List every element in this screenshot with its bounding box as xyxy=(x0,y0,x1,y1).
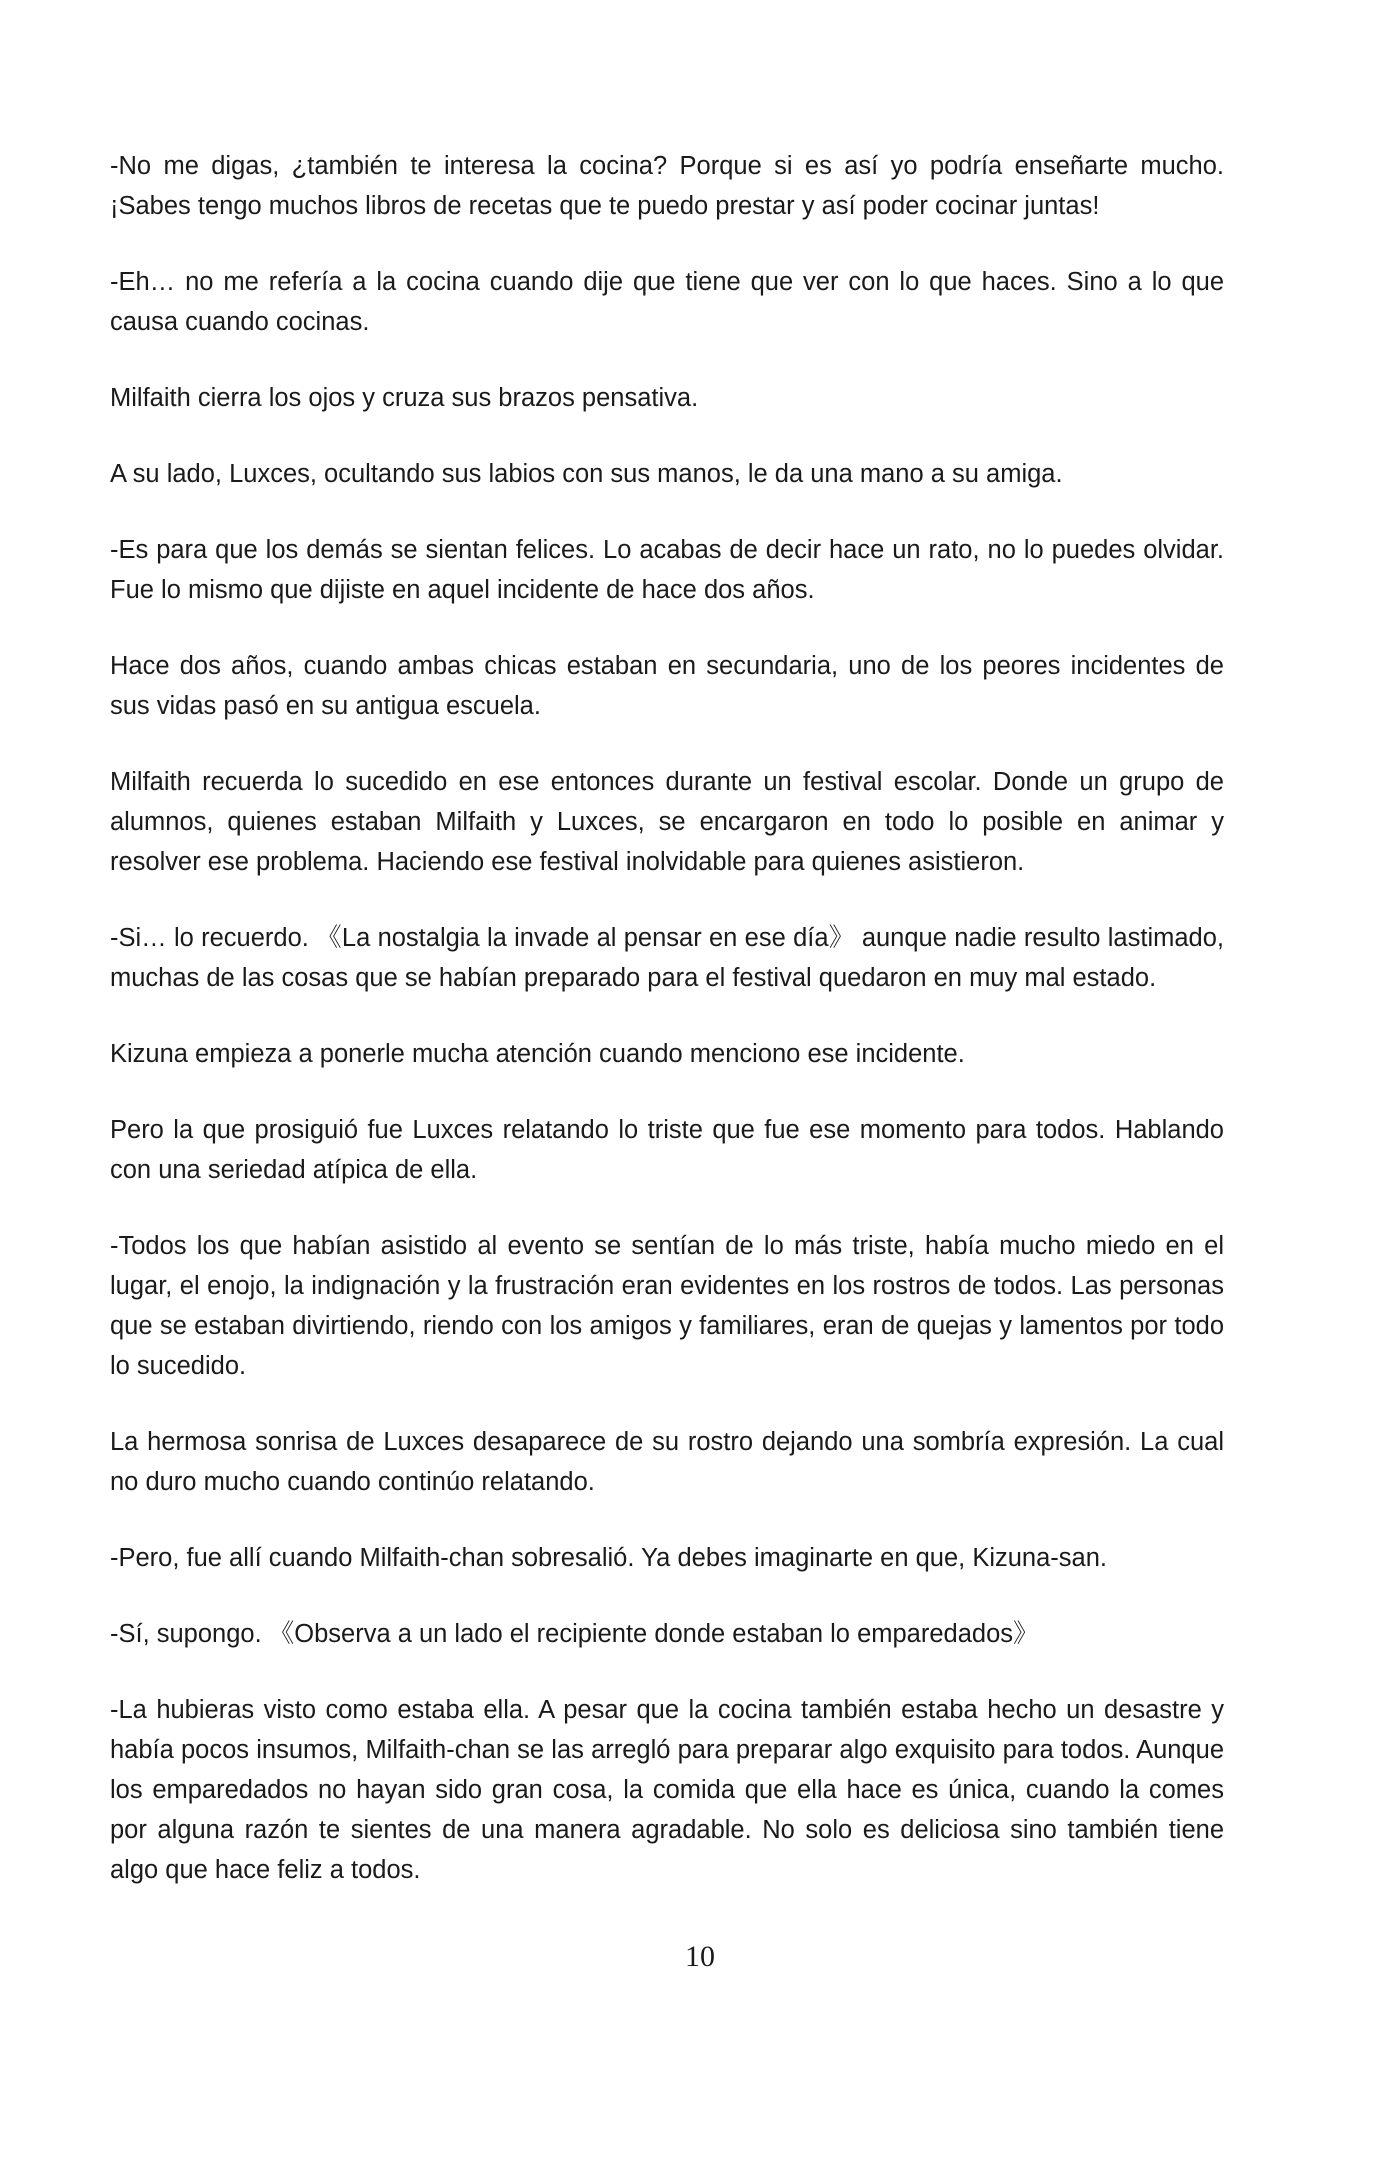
paragraph: -Todos los que habían asistido al evento se sentían de lo más triste, había mucho miedo en el lugar, el enojo, la indignación y la frustración eran evidentes en los rostros de todos. Las personas que se estaban divirtiendo, riendo con los amigos y familiares, eran de quejas y lamentos por todo lo sucedido. xyxy=(110,1232,1224,1380)
paragraph: Hace dos años, cuando ambas chicas estaban en secundaria, uno de los peores incidentes de sus vidas pasó en su antigua escuela. xyxy=(110,652,1224,720)
paragraph: La hermosa sonrisa de Luxces desaparece de su rostro dejando una sombría expresión. La cual no duro mucho cuando continúo relatando. xyxy=(110,1428,1224,1496)
paragraph: -Es para que los demás se sientan felices. Lo acabas de decir hace un rato, no lo puedes olvidar. Fue lo mismo que dijiste en aquel incidente de hace dos años. xyxy=(110,536,1224,604)
paragraph: -Pero, fue allí cuando Milfaith-chan sobresalió. Ya debes imaginarte en que, Kizuna-san. xyxy=(110,1544,1107,1572)
paragraph: Milfaith cierra los ojos y cruza sus brazos pensativa. xyxy=(110,384,699,412)
paragraph: Kizuna empieza a ponerle mucha atención cuando menciono ese incidente. xyxy=(110,1040,965,1068)
paragraph: Pero la que prosiguió fue Luxces relatando lo triste que fue ese momento para todos. Hablando con una seriedad atípica de ella. xyxy=(110,1116,1224,1184)
paragraph: -La hubieras visto como estaba ella. A pesar que la cocina también estaba hecho un desastre y había pocos insumos, Milfaith-chan se las arregló para preparar algo exquisito para todos. Aunque los emparedados no hayan sido gran cosa, la comida que ella hace es única, cuando la comes por alguna razón te sientes de una manera agradable. No solo es deliciosa sino también tiene algo que hace feliz a todos. xyxy=(110,1696,1224,1884)
paragraph: -Sí, supongo. 《Observa a un lado el recipiente donde estaban lo emparedados》 xyxy=(110,1620,1039,1648)
paragraph: -Si… lo recuerdo. 《La nostalgia la invade al pensar en ese día》 aunque nadie resulto lastimado, muchas de las cosas que se habían preparado para el festival quedaron en muy mal estado. xyxy=(110,924,1224,992)
paragraph: -Eh… no me refería a la cocina cuando dije que tiene que ver con lo que haces. Sino a lo que causa cuando cocinas. xyxy=(110,268,1224,336)
paragraph: Milfaith recuerda lo sucedido en ese entonces durante un festival escolar. Donde un grupo de alumnos, quienes estaban Milfaith y Luxces, se encargaron en todo lo posible en animar y resolver ese problema. Haciendo ese festival inolvidable para quienes asistieron. xyxy=(110,768,1224,876)
page-number: 10 xyxy=(685,1940,715,1973)
paragraph: -No me digas, ¿también te interesa la cocina? Porque si es así yo podría enseñarte mucho. ¡Sabes tengo muchos libros de recetas que te puedo prestar y así poder cocinar juntas! xyxy=(110,152,1224,220)
body-text xyxy=(110,146,1224,1926)
paragraph: A su lado, Luxces, ocultando sus labios con sus manos, le da una mano a su amiga. xyxy=(110,460,1063,488)
